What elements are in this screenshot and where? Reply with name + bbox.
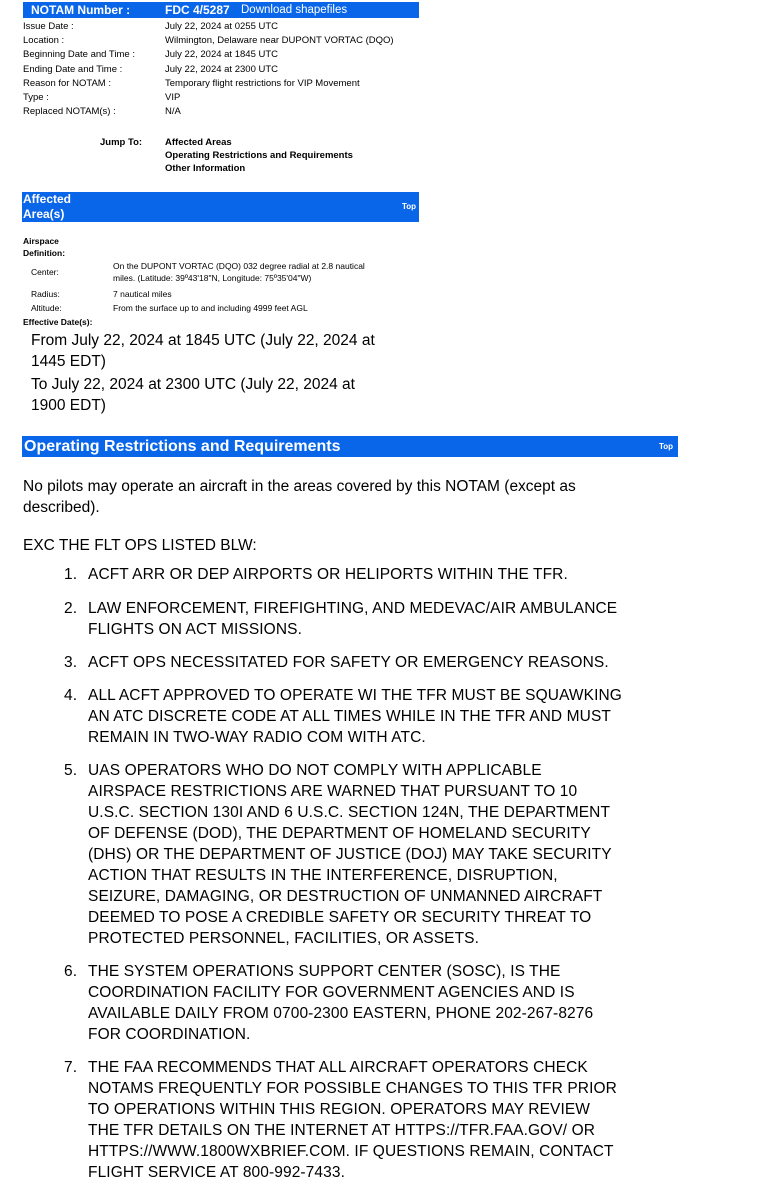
item-line: DEEMED TO POSE A CREDIBLE SAFETY OR SECURITY THREAT TO	[88, 909, 592, 926]
jump-link-affected-areas[interactable]: Affected Areas	[165, 137, 232, 148]
item-line: THE TFR DETAILS ON THE INTERNET AT HTTPS://TFR.FAA.GOV/ OR	[88, 1122, 596, 1139]
item-line: ACFT ARR OR DEP AIRPORTS OR HELIPORTS WITHIN THE TFR.	[88, 566, 568, 583]
jump-to-label: Jump To:	[100, 137, 143, 148]
item-line: THE SYSTEM OPERATIONS SUPPORT CENTER (SOSC), IS THE	[88, 963, 561, 980]
center-value-line1: On the DUPONT VORTAC (DQO) 032 degree radial at 2.8 nautical	[113, 261, 365, 271]
item-line: FLIGHT SERVICE AT 800-992-7433.	[88, 1164, 345, 1181]
altitude-label: Altitude:	[31, 303, 62, 313]
effective-from-line1: From July 22, 2024 at 1845 UTC (July 22, 2024 at	[31, 332, 375, 349]
requirements-list	[22, 564, 702, 1195]
item-line: LAW ENFORCEMENT, FIREFIGHTING, AND MEDEVAC/AIR AMBULANCE	[88, 600, 618, 617]
top-link[interactable]: Top	[402, 202, 417, 211]
top-link[interactable]: Top	[659, 442, 674, 451]
detail-label: Ending Date and Time :	[23, 64, 123, 75]
affected-areas-title-line1: Affected	[23, 192, 72, 206]
operating-intro-line1: No pilots may operate an aircraft in the areas covered by this NOTAM (except as	[23, 478, 576, 495]
item-line: FOR COORDINATION.	[88, 1026, 251, 1043]
definition-label: Definition:	[23, 248, 66, 258]
notam-header-bar	[23, 2, 419, 18]
notam-number: FDC 4/5287	[165, 3, 230, 17]
item-line: ACTION THAT RESULTS IN THE INTERFERENCE, DISRUPTION,	[88, 867, 558, 884]
detail-value: Wilmington, Delaware near DUPONT VORTAC (DQO)	[165, 35, 394, 46]
item-number: 6.	[64, 963, 78, 980]
item-line: THE FAA RECOMMENDS THAT ALL AIRCRAFT OPERATORS CHECK	[88, 1059, 588, 1076]
jump-link-operating-restrictions[interactable]: Operating Restrictions and Requirements	[165, 150, 353, 161]
detail-value: July 22, 2024 at 1845 UTC	[165, 49, 279, 60]
item-line: COORDINATION FACILITY FOR GOVERNMENT AGENCIES AND IS	[88, 984, 575, 1001]
effective-dates-label: Effective Date(s):	[23, 317, 93, 327]
center-label: Center:	[31, 267, 59, 277]
airspace-label: Airspace	[23, 236, 59, 246]
item-line: PROTECTED PERSONNEL, FACILITIES, OR ASSETS.	[88, 930, 480, 947]
list-item	[64, 685, 702, 748]
operating-restrictions-header	[22, 436, 678, 457]
detail-label: Replaced NOTAM(s) :	[23, 106, 116, 117]
exceptions-heading: EXC THE FLT OPS LISTED BLW:	[23, 537, 257, 554]
item-number: 4.	[64, 687, 78, 704]
detail-label: Issue Date :	[23, 21, 74, 32]
effective-to-line2: 1900 EDT)	[31, 397, 106, 414]
item-line: ACFT OPS NECESSITATED FOR SAFETY OR EMERGENCY REASONS.	[88, 654, 609, 671]
detail-label: Location :	[23, 35, 65, 46]
item-line: NOTAMS FREQUENTLY FOR POSSIBLE CHANGES TO THIS TFR PRIOR	[88, 1080, 617, 1097]
operating-intro-line2: described).	[23, 499, 100, 516]
item-line: HTTPS://WWW.1800WXBRIEF.COM. IF QUESTIONS REMAIN, CONTACT	[88, 1143, 614, 1160]
download-shapefiles-link[interactable]: Download shapefiles	[241, 4, 348, 16]
affected-areas-header	[22, 192, 419, 222]
detail-value: July 22, 2024 at 2300 UTC	[165, 64, 279, 75]
detail-label: Reason for NOTAM :	[23, 78, 111, 89]
affected-areas-title-line2: Area(s)	[23, 207, 65, 221]
item-number: 7.	[64, 1059, 78, 1076]
item-line: ALL ACFT APPROVED TO OPERATE WI THE TFR MUST BE SQUAWKING	[88, 687, 622, 704]
list-item	[64, 598, 702, 640]
detail-value: July 22, 2024 at 0255 UTC	[165, 21, 279, 32]
list-item	[64, 652, 702, 673]
item-line: AIRSPACE RESTRICTIONS ARE WARNED THAT PURSUANT TO 10	[88, 783, 578, 800]
list-item	[64, 1057, 702, 1183]
detail-label: Type :	[23, 92, 49, 103]
detail-value: N/A	[165, 106, 181, 117]
detail-value: VIP	[165, 92, 181, 103]
list-item	[64, 564, 702, 585]
item-line: AVAILABLE DAILY FROM 0700-2300 EASTERN, PHONE 202-267-8276	[88, 1005, 594, 1022]
item-line: U.S.C. SECTION 130I AND 6 U.S.C. SECTION 124N, THE DEPARTMENT	[88, 804, 611, 821]
item-number: 2.	[64, 600, 78, 617]
center-value-line2: miles. (Latitude: 39º43'18"N, Longitude: 75º35'04"W)	[113, 273, 312, 283]
item-number: 3.	[64, 654, 78, 671]
altitude-value: From the surface up to and including 4999 feet AGL	[113, 303, 308, 313]
item-line: FLIGHTS ON ACT MISSIONS.	[88, 621, 302, 638]
item-line: TO OPERATIONS WITHIN THIS REGION. OPERATORS MAY REVIEW	[88, 1101, 591, 1118]
item-line: SEIZURE, DAMAGING, OR DESTRUCTION OF UNMANNED AIRCRAFT	[88, 888, 603, 905]
item-number: 5.	[64, 762, 78, 779]
item-line: REMAIN IN TWO-WAY RADIO COM WITH ATC.	[88, 729, 426, 746]
detail-label: Beginning Date and Time :	[23, 49, 135, 60]
effective-to-line1: To July 22, 2024 at 2300 UTC (July 22, 2024 at	[31, 376, 355, 393]
item-line: (DHS) OR THE DEPARTMENT OF JUSTICE (DOJ) MAY TAKE SECURITY	[88, 846, 612, 863]
item-number: 1.	[64, 566, 78, 583]
effective-from-line2: 1445 EDT)	[31, 353, 106, 370]
item-line: OF DEFENSE (DOD), THE DEPARTMENT OF HOMELAND SECURITY	[88, 825, 591, 842]
list-item	[64, 961, 702, 1045]
operating-restrictions-title: Operating Restrictions and Requirements	[24, 438, 341, 455]
item-line: AN ATC DISCRETE CODE AT ALL TIMES WHILE IN THE TFR AND MUST	[88, 708, 611, 725]
notam-number-label: NOTAM Number :	[31, 3, 131, 17]
list-item	[64, 760, 702, 949]
radius-value: 7 nautical miles	[113, 289, 172, 299]
item-line: UAS OPERATORS WHO DO NOT COMPLY WITH APPLICABLE	[88, 762, 542, 779]
jump-link-other-information[interactable]: Other Information	[165, 163, 246, 174]
detail-value: Temporary flight restrictions for VIP Movement	[165, 78, 360, 89]
radius-label: Radius:	[31, 289, 60, 299]
